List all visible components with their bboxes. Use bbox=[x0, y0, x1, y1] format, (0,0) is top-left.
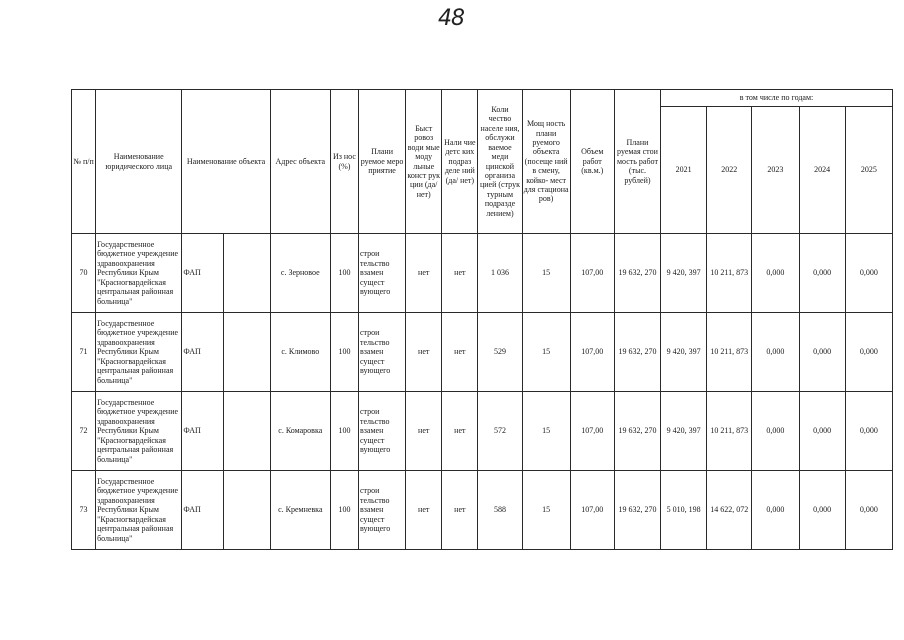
cell-object-name: ФАП bbox=[182, 392, 223, 471]
cell-prefab: нет bbox=[406, 471, 442, 550]
cell-prefab: нет bbox=[406, 392, 442, 471]
cell-year-2021: 9 420, 397 bbox=[661, 392, 707, 471]
cell-object-empty bbox=[223, 234, 270, 313]
cell-year-2025: 0,000 bbox=[845, 471, 892, 550]
cell-object-empty bbox=[223, 313, 270, 392]
cell-num: 72 bbox=[72, 392, 96, 471]
cell-address: с. Кремневка bbox=[270, 471, 330, 550]
cell-prefab: нет bbox=[406, 234, 442, 313]
cell-wear: 100 bbox=[330, 392, 358, 471]
col-header-year: 2023 bbox=[752, 107, 799, 234]
cell-year-2022: 14 622, 072 bbox=[707, 471, 752, 550]
col-header-by-years: в том числе по годам: bbox=[661, 90, 893, 107]
cell-population: 572 bbox=[478, 392, 522, 471]
cell-capacity: 15 bbox=[522, 471, 570, 550]
col-header-volume: Объем работ (кв.м.) bbox=[570, 90, 614, 234]
cell-year-2022: 10 211, 873 bbox=[707, 392, 752, 471]
cell-planned-cost: 19 632, 270 bbox=[614, 234, 660, 313]
cell-children: нет bbox=[442, 471, 478, 550]
cell-year-2021: 9 420, 397 bbox=[661, 313, 707, 392]
cell-year-2023: 0,000 bbox=[752, 313, 799, 392]
cell-legal-entity: Государственное бюджетное учреждение здравоохранения Республики Крым "Красногвардейская центральная районная больница" bbox=[96, 471, 182, 550]
header-row bbox=[72, 90, 893, 107]
cell-year-2025: 0,000 bbox=[845, 234, 892, 313]
cell-num: 73 bbox=[72, 471, 96, 550]
cell-volume: 107,00 bbox=[570, 471, 614, 550]
cell-address: с. Зерновое bbox=[270, 234, 330, 313]
cell-planned-cost: 19 632, 270 bbox=[614, 392, 660, 471]
cell-population: 588 bbox=[478, 471, 522, 550]
cell-population: 529 bbox=[478, 313, 522, 392]
cell-planned-cost: 19 632, 270 bbox=[614, 313, 660, 392]
col-header-year: 2021 bbox=[661, 107, 707, 234]
cell-object-name: ФАП bbox=[182, 234, 223, 313]
cell-planned-measure: строи тельство взамен сущест вующего bbox=[358, 234, 405, 313]
cell-num: 70 bbox=[72, 234, 96, 313]
col-header-population: Коли чество населе ния, обслужи ваемое меди цинской организа цией (струк турным подразде лением) bbox=[478, 90, 522, 234]
col-header-year: 2025 bbox=[845, 107, 892, 234]
col-header-legal-entity: Наименование юридического лица bbox=[96, 90, 182, 234]
cell-legal-entity: Государственное бюджетное учреждение здравоохранения Республики Крым "Красногвардейская центральная районная больница" bbox=[96, 392, 182, 471]
cell-year-2023: 0,000 bbox=[752, 392, 799, 471]
cell-year-2025: 0,000 bbox=[845, 392, 892, 471]
cell-address: с. Комаровка bbox=[270, 392, 330, 471]
col-header-planned-measure: Плани руемое меро приятие bbox=[358, 90, 405, 234]
cell-year-2024: 0,000 bbox=[799, 234, 845, 313]
cell-year-2023: 0,000 bbox=[752, 234, 799, 313]
cell-object-empty bbox=[223, 471, 270, 550]
cell-wear: 100 bbox=[330, 313, 358, 392]
table-row bbox=[72, 313, 893, 392]
cell-object-name: ФАП bbox=[182, 471, 223, 550]
cell-capacity: 15 bbox=[522, 392, 570, 471]
cell-prefab: нет bbox=[406, 313, 442, 392]
table-row bbox=[72, 234, 893, 313]
col-header-num: № п/п bbox=[72, 90, 96, 234]
col-header-capacity: Мощ ность плани руемого объекта (посеще ний в смену, койко- мест для стациона ров) bbox=[522, 90, 570, 234]
cell-population: 1 036 bbox=[478, 234, 522, 313]
cell-year-2022: 10 211, 873 bbox=[707, 313, 752, 392]
cell-legal-entity: Государственное бюджетное учреждение здравоохранения Республики Крым "Красногвардейская центральная районная больница" bbox=[96, 313, 182, 392]
cell-children: нет bbox=[442, 313, 478, 392]
cell-planned-measure: строи тельство взамен сущест вующего bbox=[358, 313, 405, 392]
cell-year-2024: 0,000 bbox=[799, 392, 845, 471]
col-header-address: Адрес объекта bbox=[270, 90, 330, 234]
cell-planned-measure: строи тельство взамен сущест вующего bbox=[358, 471, 405, 550]
col-header-planned-cost: Плани руемая стои мость работ (тыс. рублей) bbox=[614, 90, 660, 234]
cell-volume: 107,00 bbox=[570, 313, 614, 392]
col-header-children: Нали чие детс ких подраз деле ний (да/ нет) bbox=[442, 90, 478, 234]
cell-children: нет bbox=[442, 234, 478, 313]
cell-volume: 107,00 bbox=[570, 234, 614, 313]
cell-children: нет bbox=[442, 392, 478, 471]
program-table bbox=[71, 89, 893, 550]
table-row bbox=[72, 471, 893, 550]
page-number: 48 bbox=[438, 6, 464, 31]
cell-capacity: 15 bbox=[522, 234, 570, 313]
cell-planned-cost: 19 632, 270 bbox=[614, 471, 660, 550]
cell-year-2024: 0,000 bbox=[799, 471, 845, 550]
cell-year-2021: 5 010, 198 bbox=[661, 471, 707, 550]
col-header-object-name: Наименование объекта bbox=[182, 90, 270, 234]
cell-volume: 107,00 bbox=[570, 392, 614, 471]
cell-address: с. Климово bbox=[270, 313, 330, 392]
cell-object-empty bbox=[223, 392, 270, 471]
cell-wear: 100 bbox=[330, 471, 358, 550]
cell-year-2022: 10 211, 873 bbox=[707, 234, 752, 313]
col-header-year: 2024 bbox=[799, 107, 845, 234]
cell-year-2021: 9 420, 397 bbox=[661, 234, 707, 313]
col-header-wear: Из нос (%) bbox=[330, 90, 358, 234]
cell-num: 71 bbox=[72, 313, 96, 392]
cell-capacity: 15 bbox=[522, 313, 570, 392]
cell-object-name: ФАП bbox=[182, 313, 223, 392]
col-header-year: 2022 bbox=[707, 107, 752, 234]
table-row bbox=[72, 392, 893, 471]
col-header-prefab: Быст ровоз води мые моду льные конст рук ции (да/ нет) bbox=[406, 90, 442, 234]
cell-legal-entity: Государственное бюджетное учреждение здравоохранения Республики Крым "Красногвардейская центральная районная больница" bbox=[96, 234, 182, 313]
cell-year-2025: 0,000 bbox=[845, 313, 892, 392]
cell-wear: 100 bbox=[330, 234, 358, 313]
cell-planned-measure: строи тельство взамен сущест вующего bbox=[358, 392, 405, 471]
cell-year-2023: 0,000 bbox=[752, 471, 799, 550]
cell-year-2024: 0,000 bbox=[799, 313, 845, 392]
